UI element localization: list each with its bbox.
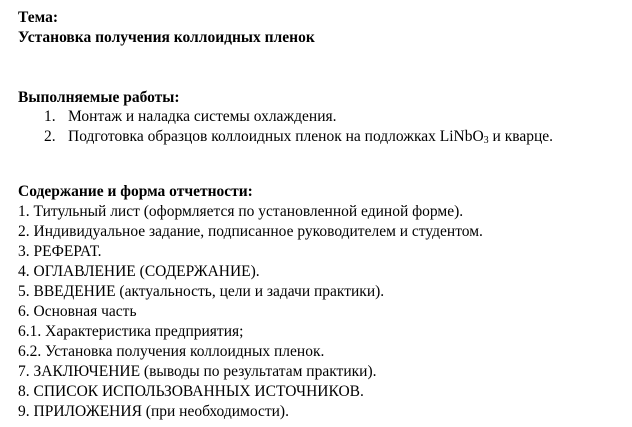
works-item-number: 2. [44, 128, 56, 145]
contents-item: 6.1. Характеристика предприятия; [18, 323, 244, 340]
contents-item: 6. Основная часть [18, 303, 137, 320]
contents-item: 7. ЗАКЛЮЧЕНИЕ (выводы по результатам практики). [18, 363, 377, 380]
contents-item: 8. СПИСОК ИСПОЛЬЗОВАННЫХ ИСТОЧНИКОВ. [18, 383, 364, 400]
contents-item: 2. Индивидуальное задание, подписанное руководителем и студентом. [18, 223, 483, 240]
works-item-text-main: Подготовка образцов коллоидных пленок на подложках LiNbO [68, 128, 484, 145]
topic-label: Тема: [18, 9, 58, 26]
works-item-subscript: 3 [483, 135, 489, 146]
works-item-number: 1. [44, 108, 56, 125]
contents-item: 6.2. Установка получения коллоидных пленок. [18, 343, 325, 360]
works-item-text [68, 127, 553, 146]
topic-title: Установка получения коллоидных пленок [18, 29, 315, 46]
contents-item: 3. РЕФЕРАТ. [18, 243, 102, 260]
contents-item: 5. ВВЕДЕНИЕ (актуальность, цели и задачи практики). [18, 283, 385, 300]
works-item-text-tail: и кварце. [488, 128, 554, 145]
contents-heading: Содержание и форма отчетности: [18, 183, 253, 200]
works-item-text: Монтаж и наладка системы охлаждения. [68, 108, 337, 125]
contents-item: 9. ПРИЛОЖЕНИЯ (при необходимости). [18, 403, 289, 420]
contents-item: 4. ОГЛАВЛЕНИЕ (СОДЕРЖАНИЕ). [18, 263, 260, 280]
works-heading: Выполняемые работы: [18, 89, 180, 106]
contents-item: 1. Титульный лист (оформляется по установленной единой форме). [18, 203, 464, 220]
